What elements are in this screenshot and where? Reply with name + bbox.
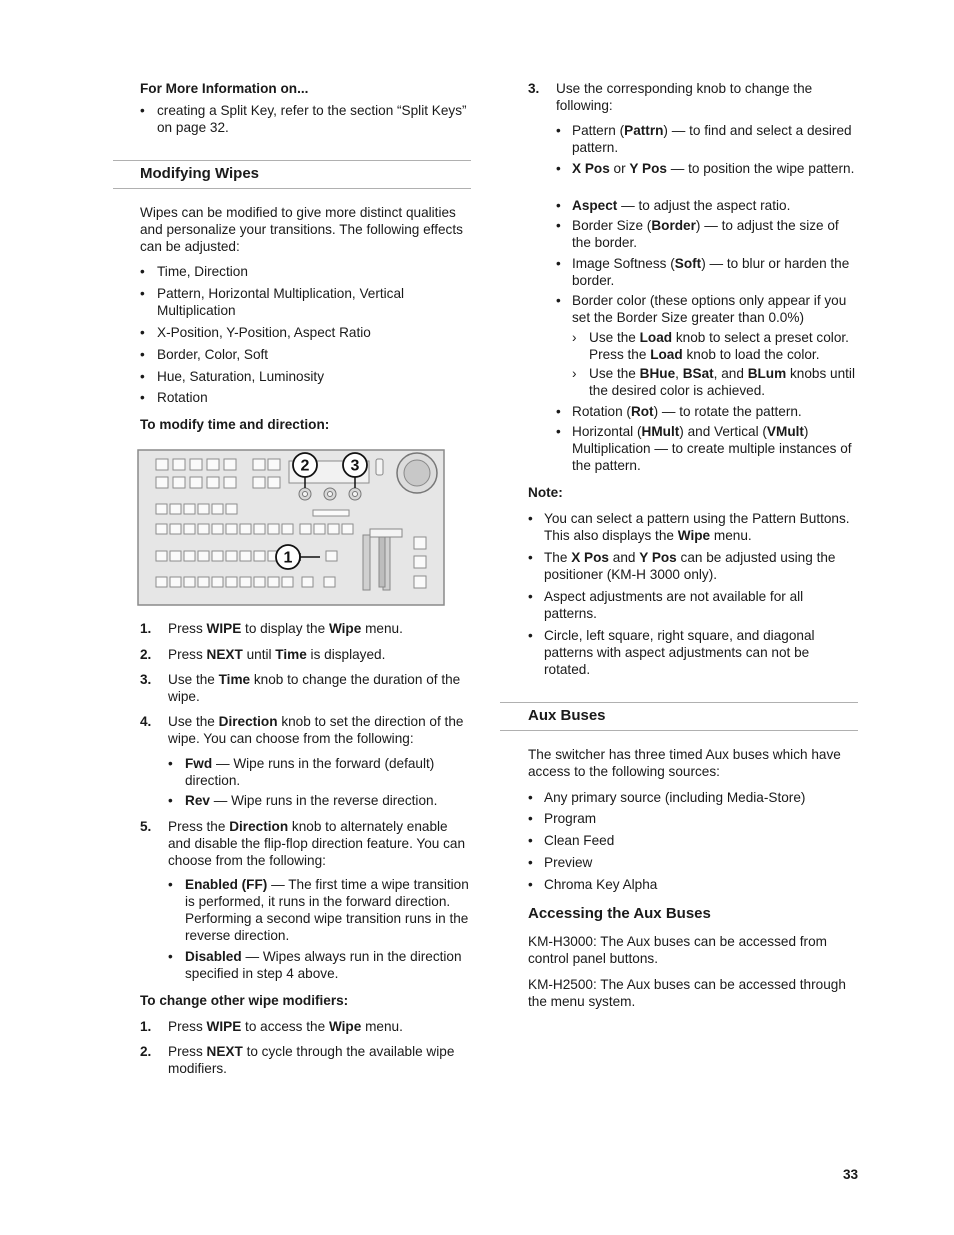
- step-number: 1.: [140, 1019, 152, 1034]
- bullet: •: [168, 949, 173, 964]
- bullet: •: [140, 347, 145, 362]
- text-run: , and: [713, 366, 748, 381]
- bold-term: Wipe: [677, 528, 711, 543]
- text-run: — Wipe runs in the forward (default) direction.: [185, 756, 435, 788]
- callout-2-label: 2: [300, 457, 310, 475]
- step-number: 1.: [140, 621, 152, 636]
- text-run: menu.: [361, 1019, 403, 1034]
- wipes-intro: Wipes can be modified to give more distinct qualities and personalize your transitions. The following effects can be adjusted:: [140, 205, 463, 254]
- bullet-text: Program: [544, 811, 597, 826]
- bullet-text: [589, 329, 858, 363]
- panel-button: [254, 551, 265, 561]
- step-number: 3.: [140, 672, 152, 687]
- text-run: Press: [168, 1044, 207, 1059]
- panel-button: [173, 477, 185, 488]
- bullet-text: [572, 160, 858, 177]
- bullet-text: X-Position, Y-Position, Aspect Ratio: [157, 325, 371, 340]
- step-number: 4.: [140, 714, 152, 729]
- bullet: •: [140, 286, 145, 301]
- bold-term: Border: [651, 218, 696, 233]
- section-title-modifying-wipes: Modifying Wipes: [140, 165, 260, 182]
- text-run: Use the: [589, 330, 640, 345]
- panel-button: [156, 524, 167, 534]
- panel-button: [224, 477, 236, 488]
- text-run: ) and Vertical (: [679, 424, 767, 439]
- panel-button: [207, 477, 219, 488]
- text-run: — Wipe runs in the reverse direction.: [209, 793, 438, 808]
- bullet: •: [168, 793, 173, 808]
- text-run: Use the: [589, 366, 640, 381]
- text-run: knob to load the color.: [682, 347, 820, 362]
- step-text: [168, 671, 472, 705]
- text-run: can be adjusted using the positioner (KM-H 3000 only).: [544, 550, 836, 582]
- bullet-text: [185, 876, 472, 944]
- bullet-text: [572, 292, 858, 326]
- panel-button: [212, 551, 223, 561]
- panel-button: [156, 477, 168, 488]
- section-title-aux-buses: Aux Buses: [528, 707, 606, 724]
- bullet: •: [556, 424, 561, 439]
- bold-term: WIPE: [206, 621, 242, 636]
- bullet: •: [528, 833, 533, 848]
- time-direction-heading: To modify time and direction:: [140, 417, 330, 432]
- access-km-h2500: KM-H2500: The Aux buses can be accessed through the menu system.: [528, 977, 846, 1009]
- panel-button: [212, 524, 223, 534]
- bullet: •: [140, 390, 145, 405]
- bold-term: BHue: [639, 366, 676, 381]
- panel-button: [198, 524, 209, 534]
- text-run: Border color (these options only appear if you set the Border Size greater than 0.0%): [572, 293, 847, 325]
- panel-button: [342, 524, 353, 534]
- panel-button: [240, 551, 251, 561]
- bold-term: Enabled (FF): [185, 877, 268, 892]
- step-text: [168, 620, 472, 637]
- panel-button: [268, 459, 280, 470]
- bullet-text: Preview: [544, 855, 593, 870]
- bold-term: Load: [639, 330, 673, 345]
- text-run: knobs until the desired color is achieved.: [589, 366, 855, 398]
- divider: [113, 188, 471, 189]
- accessing-aux-title: Accessing the Aux Buses: [528, 905, 711, 922]
- step-number: 2.: [140, 647, 152, 662]
- bold-term: HMult: [641, 424, 680, 439]
- text-run: knob to alternately enable and disable the flip-flop direction feature. You can choose from the following:: [168, 819, 466, 868]
- bold-term: Fwd: [185, 756, 213, 771]
- bullet-text: [572, 122, 858, 156]
- panel-button: [207, 459, 219, 470]
- panel-button: [212, 577, 223, 587]
- text-run: or: [609, 161, 630, 176]
- step-text: [168, 646, 472, 663]
- bullet: •: [140, 103, 145, 118]
- text-run: — to position the wipe pattern.: [666, 161, 855, 176]
- text-run: ) — to find and select a desired pattern.: [572, 123, 852, 155]
- text-run: knob to select a preset color. Press the: [589, 330, 849, 362]
- panel-button: [226, 504, 237, 514]
- step-text: [168, 1043, 472, 1077]
- other-modifiers-heading: To change other wipe modifiers:: [140, 993, 349, 1008]
- step-number: 3.: [528, 81, 540, 96]
- panel-button: [170, 524, 181, 534]
- panel-button: [300, 524, 311, 534]
- panel-button: [212, 504, 223, 514]
- bullet: •: [528, 855, 533, 870]
- panel-button: [302, 577, 313, 587]
- panel-button: [156, 551, 167, 561]
- bullet: •: [528, 550, 533, 565]
- bullet: •: [168, 877, 173, 892]
- panel-button: [314, 524, 325, 534]
- step-text: [168, 818, 472, 869]
- divider: [500, 730, 858, 731]
- step-text: Use the corresponding knob to change the following:: [556, 81, 813, 113]
- panel-button: [268, 477, 280, 488]
- step-text: [168, 713, 472, 747]
- panel-button: [414, 537, 426, 549]
- text-run: ) — to adjust the size of the border.: [572, 218, 839, 250]
- bullet-text: Rotation: [157, 390, 208, 405]
- bullet-text: [185, 948, 472, 982]
- text-run: — Wipes always run in the direction specified in step 4 above.: [185, 949, 462, 981]
- bullet-text: [185, 755, 472, 789]
- text-run: ) — to blur or harden the border.: [572, 256, 850, 288]
- bullet: •: [556, 218, 561, 233]
- text-run: menu.: [361, 621, 403, 636]
- text-run: ,: [675, 366, 683, 381]
- divider: [500, 702, 858, 703]
- bold-term: Wipe: [328, 1019, 362, 1034]
- panel-button: [224, 459, 236, 470]
- text-run: — to adjust the aspect ratio.: [617, 198, 791, 213]
- text-run: Image Softness (: [572, 256, 675, 271]
- bold-term: X Pos: [571, 550, 609, 565]
- bullet: •: [556, 256, 561, 271]
- bullet: •: [528, 877, 533, 892]
- panel-button: [324, 577, 335, 587]
- callout-1-label: 1: [283, 549, 293, 567]
- text-run: and: [608, 550, 640, 565]
- bullet-text: [185, 792, 472, 809]
- bold-term: NEXT: [206, 647, 243, 662]
- bullet-text: [544, 510, 858, 544]
- panel-button: [226, 524, 237, 534]
- panel-button: [240, 577, 251, 587]
- panel-button: [156, 577, 167, 587]
- callout-3-label: 3: [350, 457, 360, 475]
- text-run: ) — to rotate the pattern.: [653, 404, 802, 419]
- panel-button: [198, 577, 209, 587]
- more-info-text: creating a Split Key, refer to the section “Split Keys” on page 32.: [157, 103, 467, 135]
- bullet: •: [140, 325, 145, 340]
- text-run: knob to change the duration of the wipe.: [168, 672, 461, 704]
- bold-term: Y Pos: [639, 550, 677, 565]
- bullet-text: [572, 423, 858, 474]
- step-number: 5.: [140, 819, 152, 834]
- sub-bullet-chevron-icon: ›: [572, 330, 577, 345]
- bullet-text: Pattern, Horizontal Multiplication, Vertical Multiplication: [157, 286, 405, 318]
- bold-term: Direction: [218, 714, 278, 729]
- panel-button: [226, 551, 237, 561]
- text-run: to display the: [241, 621, 329, 636]
- bullet-text: Hue, Saturation, Luminosity: [157, 369, 324, 384]
- panel-button: [184, 524, 195, 534]
- bold-term: Time: [218, 672, 251, 687]
- panel-button: [190, 459, 202, 470]
- bullet-text: [544, 549, 858, 583]
- bold-term: Soft: [674, 256, 702, 271]
- text-run: Press the: [168, 819, 230, 834]
- panel-button: [240, 524, 251, 534]
- bullet: •: [168, 756, 173, 771]
- page-number: 33: [843, 1167, 859, 1182]
- bold-term: Direction: [229, 819, 289, 834]
- panel-button: [326, 551, 337, 561]
- text-run: You can select a pattern using the Pattern Buttons. This also displays the: [544, 511, 850, 543]
- bullet: •: [528, 628, 533, 643]
- bullet: •: [556, 161, 561, 176]
- bold-term: BLum: [747, 366, 787, 381]
- panel-button: [313, 510, 349, 516]
- text-run: to cycle through the available wipe modifiers.: [168, 1044, 455, 1076]
- bold-term: Rot: [630, 404, 654, 419]
- sub-bullet-chevron-icon: ›: [572, 366, 577, 381]
- panel-button: [184, 551, 195, 561]
- bullet-text: Border, Color, Soft: [157, 347, 269, 362]
- bullet-text: [589, 365, 858, 399]
- panel-button: [170, 577, 181, 587]
- more-info-heading: For More Information on...: [140, 81, 309, 96]
- control-panel-figure: [137, 449, 445, 606]
- bullet: •: [556, 404, 561, 419]
- panel-button: [156, 459, 168, 470]
- bullet-text: Any primary source (including Media-Store): [544, 790, 806, 805]
- divider: [113, 160, 471, 161]
- step-text: [168, 1018, 472, 1035]
- panel-button: [170, 551, 181, 561]
- text-run: Circle, left square, right square, and diagonal patterns with aspect adjustments can not be rotated.: [544, 628, 815, 677]
- bullet-text: [544, 627, 858, 678]
- panel-button: [414, 576, 426, 588]
- panel-button: [253, 459, 265, 470]
- bold-term: Pattrn: [624, 123, 664, 138]
- aux-intro: The switcher has three timed Aux buses which have access to the following sources:: [528, 747, 841, 779]
- panel-button: [173, 459, 185, 470]
- bullet-text: [572, 403, 858, 420]
- text-run: knob to set the direction of the wipe. You can choose from the following:: [168, 714, 464, 746]
- bullet-text: Time, Direction: [157, 264, 248, 279]
- text-run: — The first time a wipe transition is performed, it runs in the forward direction. Performing a second wipe transition runs in the reverse direction.: [185, 877, 469, 943]
- bullet: •: [556, 123, 561, 138]
- panel-button: [190, 477, 202, 488]
- text-run: is displayed.: [306, 647, 386, 662]
- panel-button: [253, 477, 265, 488]
- text-run: Horizontal (: [572, 424, 642, 439]
- bullet: •: [528, 811, 533, 826]
- text-run: Rotation (: [572, 404, 631, 419]
- bullet-text: Chroma Key Alpha: [544, 877, 658, 892]
- bullet: •: [140, 264, 145, 279]
- text-run: Pattern (: [572, 123, 625, 138]
- bullet-text: [572, 197, 858, 214]
- bullet-text: [572, 217, 858, 251]
- bold-term: NEXT: [206, 1044, 243, 1059]
- bold-term: WIPE: [206, 1019, 242, 1034]
- text-run: ) Multiplication — to create multiple instances of the pattern.: [572, 424, 852, 473]
- step-number: 2.: [140, 1044, 152, 1059]
- bold-term: Disabled: [185, 949, 242, 964]
- panel-button: [198, 504, 209, 514]
- text-run: menu.: [710, 528, 752, 543]
- bullet-text: [544, 588, 858, 622]
- panel-button: [282, 524, 293, 534]
- text-run: Aspect adjustments are not available for all patterns.: [544, 589, 804, 621]
- text-run: Press: [168, 621, 207, 636]
- bullet: •: [528, 511, 533, 526]
- bold-term: VMult: [766, 424, 804, 439]
- panel-button: [198, 551, 209, 561]
- text-run: Use the: [168, 714, 219, 729]
- bold-term: X Pos: [572, 161, 610, 176]
- bold-term: BSat: [682, 366, 714, 381]
- access-km-h3000: KM-H3000: The Aux buses can be accessed from control panel buttons.: [528, 934, 827, 966]
- bold-term: Y Pos: [629, 161, 667, 176]
- note-heading: Note:: [528, 485, 563, 500]
- panel-button: [170, 504, 181, 514]
- panel-button: [254, 577, 265, 587]
- bullet-text: Clean Feed: [544, 833, 615, 848]
- bold-term: Rev: [185, 793, 210, 808]
- panel-button: [268, 577, 279, 587]
- bullet: •: [528, 790, 533, 805]
- panel-button: [268, 524, 279, 534]
- bold-term: Load: [650, 347, 683, 362]
- panel-button: [184, 577, 195, 587]
- text-run: Press: [168, 647, 207, 662]
- text-run: The: [544, 550, 572, 565]
- panel-button: [184, 504, 195, 514]
- bold-term: Wipe: [328, 621, 362, 636]
- text-run: Use the: [168, 672, 219, 687]
- bullet: •: [140, 369, 145, 384]
- bold-term: Aspect: [572, 198, 618, 213]
- panel-button: [282, 577, 293, 587]
- panel-button: [156, 504, 167, 514]
- bullet: •: [556, 293, 561, 308]
- text-run: Border Size (: [572, 218, 652, 233]
- panel-button: [414, 556, 426, 568]
- bullet: •: [528, 589, 533, 604]
- panel-button: [226, 577, 237, 587]
- bold-term: Time: [275, 647, 307, 662]
- text-run: until: [242, 647, 276, 662]
- bullet: •: [556, 198, 561, 213]
- panel-button: [254, 524, 265, 534]
- text-run: Press: [168, 1019, 207, 1034]
- panel-button: [328, 524, 339, 534]
- bullet-text: [572, 255, 858, 289]
- text-run: to access the: [241, 1019, 329, 1034]
